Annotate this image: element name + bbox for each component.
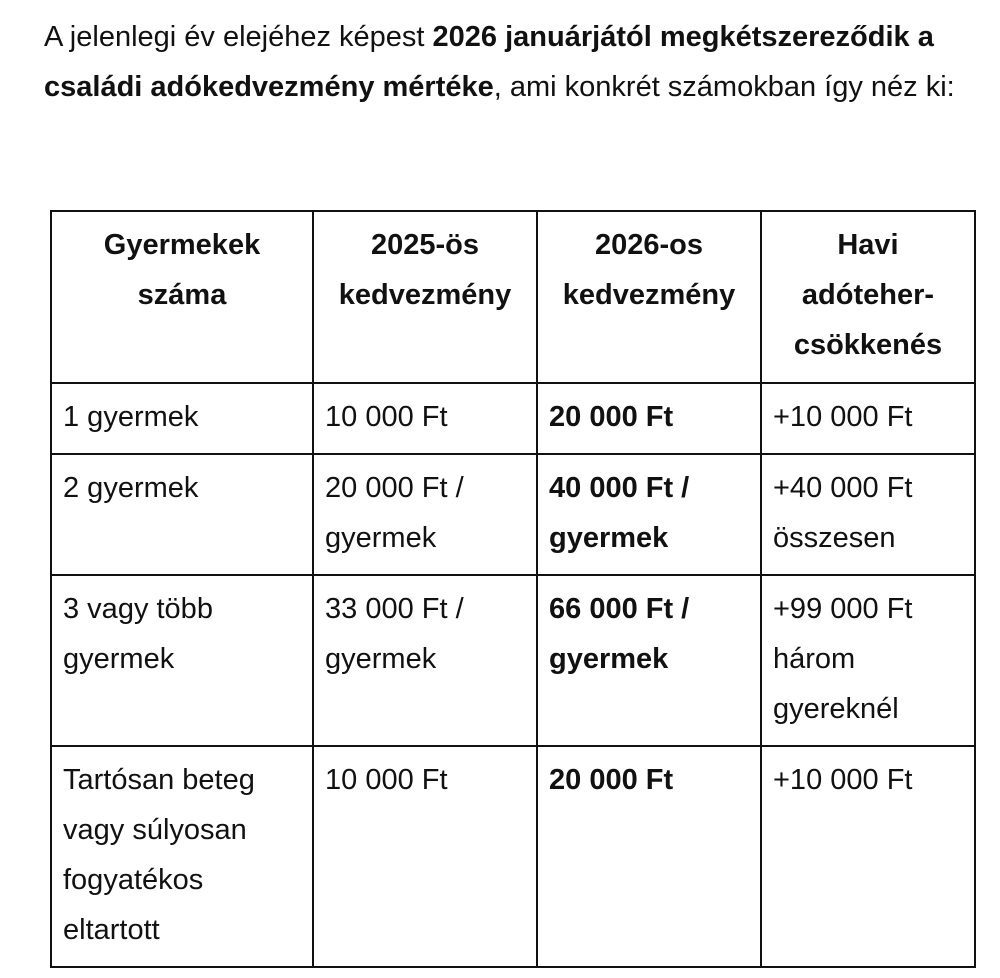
cell-2026-benefit: 20 000 Ft: [537, 746, 761, 967]
cell-monthly-reduction: +10 000 Ft: [761, 383, 975, 454]
cell-2025-benefit: 20 000 Ft / gyermek: [313, 454, 537, 575]
tax-benefit-table: [50, 210, 976, 968]
cell-children-count: 3 vagy több gyermek: [51, 575, 313, 746]
cell-2026-benefit: 66 000 Ft / gyermek: [537, 575, 761, 746]
table-row: [51, 383, 975, 454]
cell-2025-benefit: 10 000 Ft: [313, 746, 537, 967]
header-2025-benefit: 2025-ös kedvezmény: [313, 211, 537, 383]
table-row: [51, 454, 975, 575]
cell-2025-benefit: 10 000 Ft: [313, 383, 537, 454]
intro-text-bold: 2026 januárjától megkétszereződik a családi adókedvezmény mértéke: [44, 21, 934, 103]
cell-children-count: 1 gyermek: [51, 383, 313, 454]
table-row: [51, 575, 975, 746]
cell-monthly-reduction: +10 000 Ft: [761, 746, 975, 967]
cell-2026-benefit: 40 000 Ft / gyermek: [537, 454, 761, 575]
header-children-count: Gyermekek száma: [51, 211, 313, 383]
intro-paragraph: [44, 12, 984, 112]
cell-monthly-reduction: +40 000 Ft összesen: [761, 454, 975, 575]
cell-children-count: 2 gyermek: [51, 454, 313, 575]
table-row: [51, 746, 975, 967]
table-header-row: [51, 211, 975, 383]
cell-2025-benefit: 33 000 Ft / gyermek: [313, 575, 537, 746]
intro-text-start: A jelenlegi év elejéhez képest: [44, 21, 433, 53]
header-monthly-reduction: Havi adóteher-csökkenés: [761, 211, 975, 383]
cell-monthly-reduction: +99 000 Ft három gyereknél: [761, 575, 975, 746]
cell-children-count: Tartósan beteg vagy súlyosan fogyatékos eltartott: [51, 746, 313, 967]
cell-2026-benefit: 20 000 Ft: [537, 383, 761, 454]
header-2026-benefit: 2026-os kedvezmény: [537, 211, 761, 383]
intro-text-end: , ami konkrét számokban így néz ki:: [493, 71, 955, 103]
